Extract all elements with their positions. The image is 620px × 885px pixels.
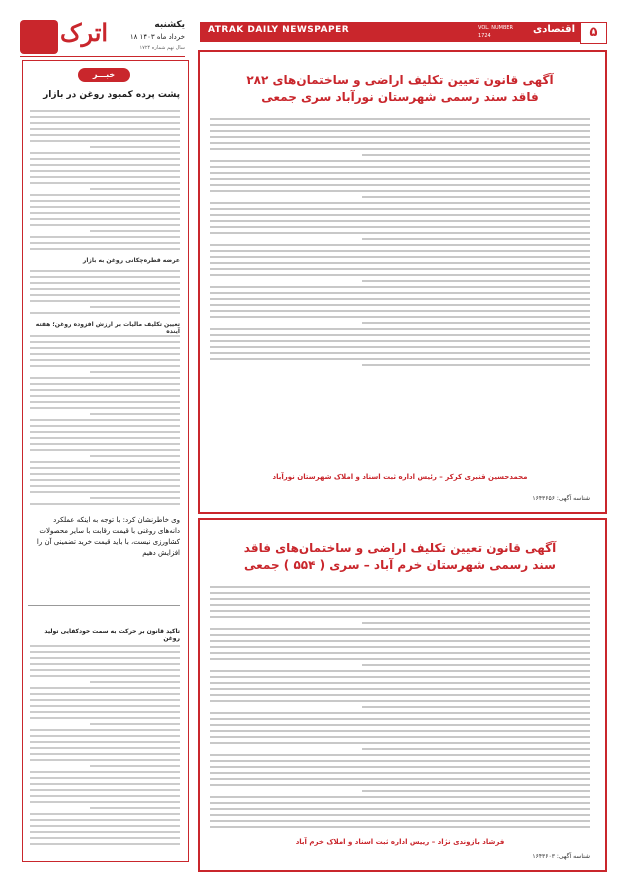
text-line (30, 831, 180, 833)
pull-quote: وی خاطرنشان کرد: با توجه به اینکه عملکرد دانه‌های روغنی با قیمت رقابت با سایر محصولات کشاورزی نیست، با باید قیمت خرید تضمینی آن را افزایش دهیم (36, 516, 180, 557)
text-line (30, 300, 180, 302)
text-line (210, 652, 590, 654)
section-label: اقتصادی (533, 24, 575, 35)
text-line (30, 383, 180, 385)
text-line (30, 341, 180, 343)
text-line (362, 364, 590, 366)
text-line (210, 118, 590, 120)
notice-title: ۲۸۲ آگهی قانون تعیین تکلیف اراضی و ساختمان‌های فاقد سند رسمی شهرستان نورآباد سری جمعی (246, 73, 554, 104)
text-line (30, 687, 180, 689)
text-line (30, 218, 180, 220)
text-line (210, 766, 590, 768)
text-line (210, 688, 590, 690)
text-line (30, 741, 180, 743)
text-line (362, 238, 590, 240)
text-line (362, 154, 590, 156)
text-line (30, 122, 180, 124)
text-line (210, 190, 590, 192)
text-line (30, 270, 180, 272)
text-line (30, 282, 180, 284)
text-line (362, 322, 590, 324)
text-line (210, 604, 590, 606)
text-line (30, 699, 180, 701)
text-line (210, 784, 590, 786)
text-line (210, 676, 590, 678)
text-line (210, 304, 590, 306)
text-line (210, 142, 590, 144)
text-line (30, 140, 180, 142)
masthead-date: ۱۸ خرداد ماه ۱۴۰۳ (129, 33, 185, 41)
text-line (30, 395, 180, 397)
text-line (210, 658, 590, 660)
text-line (90, 146, 180, 148)
notice-signature: محمدحسین قنبری کرکر – رئیس اداره ثبت اسناد و املاک شهرستان نورآباد (272, 473, 528, 481)
text-line (210, 646, 590, 648)
text-line (30, 134, 180, 136)
text-line (30, 431, 180, 433)
text-line (30, 645, 180, 647)
text-line (210, 160, 590, 162)
text-line (30, 771, 180, 773)
text-line (30, 116, 180, 118)
text-line (210, 274, 590, 276)
text-line (30, 365, 180, 367)
text-line (30, 491, 180, 493)
text-line (30, 425, 180, 427)
article-subheading: عرضه قطره‌چکانی روغن به بازار (82, 257, 180, 264)
text-line (30, 485, 180, 487)
text-line (30, 248, 180, 250)
text-line (210, 778, 590, 780)
notice-code: شناسه آگهی: ۱۶۴۳۶۵۶ (532, 495, 590, 502)
text-line (30, 705, 180, 707)
article-body (30, 645, 180, 845)
text-line (362, 622, 590, 624)
text-line (30, 825, 180, 827)
text-line (210, 166, 590, 168)
text-line (210, 334, 590, 336)
text-line (362, 748, 590, 750)
text-line (210, 214, 590, 216)
text-line (30, 819, 180, 821)
text-line (362, 664, 590, 666)
notice-signature: فرشاد بازوندی نژاد – رییس اداره ثبت اسناد و املاک خرم آباد (295, 838, 505, 846)
text-line (210, 802, 590, 804)
text-line (210, 610, 590, 612)
notice-body (210, 118, 590, 368)
text-line (30, 128, 180, 130)
logo-emblem (20, 20, 58, 54)
notice-body (210, 586, 590, 831)
text-line (210, 178, 590, 180)
text-line (30, 194, 180, 196)
text-line (30, 461, 180, 463)
text-line (210, 232, 590, 234)
article-subheading: تاکید قانون بر حرکت به سمت خودکفایی تولید روغن (44, 628, 180, 642)
text-line (90, 497, 180, 499)
paper-name: ATRAK DAILY NEWSPAPER (208, 25, 350, 35)
news-badge: خبـــر (78, 68, 130, 82)
text-line (30, 164, 180, 166)
text-line (210, 244, 590, 246)
text-line (210, 742, 590, 744)
article-body (30, 110, 180, 250)
text-line (210, 718, 590, 720)
text-line (30, 717, 180, 719)
text-line (90, 455, 180, 457)
volume-label: VOL. NUMBER 1724 (478, 25, 514, 39)
text-line (210, 340, 590, 342)
divider (20, 56, 185, 57)
text-line (90, 230, 180, 232)
text-line (30, 837, 180, 839)
text-line (210, 286, 590, 288)
text-line (90, 413, 180, 415)
text-line (210, 814, 590, 816)
text-line (210, 796, 590, 798)
text-line (30, 759, 180, 761)
text-line (210, 298, 590, 300)
text-line (30, 170, 180, 172)
article-body (30, 270, 180, 315)
text-line (210, 760, 590, 762)
masthead-issue: سال نهم شماره ۱۷۲۴ (139, 45, 185, 51)
article-title: پشت پرده کمبود روغن در بازار (43, 90, 180, 100)
text-line (30, 224, 180, 226)
text-line (30, 419, 180, 421)
text-line (30, 657, 180, 659)
text-line (210, 724, 590, 726)
text-line (30, 312, 180, 314)
divider (28, 605, 180, 606)
text-line (210, 202, 590, 204)
text-line (210, 712, 590, 714)
text-line (30, 288, 180, 290)
text-line (30, 795, 180, 797)
text-line (30, 353, 180, 355)
text-line (362, 280, 590, 282)
text-line (210, 184, 590, 186)
text-line (210, 820, 590, 822)
text-line (30, 110, 180, 112)
text-line (30, 437, 180, 439)
text-line (210, 256, 590, 258)
text-line (30, 663, 180, 665)
notice-code: شناسه آگهی: ۱۶۴۳۶۰۳ (532, 853, 590, 860)
text-line (30, 783, 180, 785)
text-line (362, 196, 590, 198)
text-line (30, 753, 180, 755)
text-line (90, 188, 180, 190)
text-line (362, 790, 590, 792)
text-line (30, 407, 180, 409)
text-line (362, 706, 590, 708)
text-line (30, 347, 180, 349)
text-line (210, 628, 590, 630)
text-line (210, 172, 590, 174)
text-line (210, 640, 590, 642)
text-line (210, 670, 590, 672)
text-line (210, 148, 590, 150)
text-line (30, 651, 180, 653)
text-line (30, 236, 180, 238)
text-line (30, 777, 180, 779)
text-line (210, 772, 590, 774)
text-line (210, 586, 590, 588)
text-line (30, 200, 180, 202)
text-line (210, 358, 590, 360)
text-line (210, 754, 590, 756)
text-line (210, 220, 590, 222)
text-line (30, 801, 180, 803)
text-line (210, 208, 590, 210)
text-line (30, 242, 180, 244)
text-line (210, 124, 590, 126)
text-line (210, 616, 590, 618)
text-line (30, 735, 180, 737)
text-line (210, 808, 590, 810)
text-line (30, 182, 180, 184)
text-line (210, 292, 590, 294)
text-line (30, 503, 180, 505)
text-line (30, 449, 180, 451)
text-line (210, 346, 590, 348)
text-line (30, 813, 180, 815)
text-line (30, 693, 180, 695)
text-line (30, 359, 180, 361)
text-line (90, 306, 180, 308)
masthead-day: یکشنبه (154, 20, 185, 30)
text-line (30, 158, 180, 160)
text-line (90, 681, 180, 683)
text-line (30, 729, 180, 731)
text-line (210, 130, 590, 132)
text-line (90, 723, 180, 725)
text-line (210, 226, 590, 228)
text-line (30, 401, 180, 403)
text-line (210, 592, 590, 594)
text-line (210, 694, 590, 696)
page-number: ۵ (580, 22, 607, 44)
text-line (90, 371, 180, 373)
text-line (30, 206, 180, 208)
text-line (210, 268, 590, 270)
text-line (30, 212, 180, 214)
text-line (210, 316, 590, 318)
text-line (90, 765, 180, 767)
text-line (30, 294, 180, 296)
text-line (30, 711, 180, 713)
text-line (210, 262, 590, 264)
text-line (30, 473, 180, 475)
text-line (210, 826, 590, 828)
text-line (30, 747, 180, 749)
text-line (30, 389, 180, 391)
text-line (210, 682, 590, 684)
text-line (210, 250, 590, 252)
text-line (210, 730, 590, 732)
text-line (30, 843, 180, 845)
text-line (210, 136, 590, 138)
text-line (30, 335, 180, 337)
text-line (210, 310, 590, 312)
text-line (210, 352, 590, 354)
article-subheading: تعیین تکلیف مالیات بر ارزش افزوده روغن؛ هفته آینده (35, 321, 180, 335)
text-line (30, 675, 180, 677)
text-line (30, 669, 180, 671)
text-line (30, 152, 180, 154)
article-body (30, 335, 180, 505)
logo-text: اترک (60, 18, 109, 47)
text-line (30, 479, 180, 481)
text-line (210, 634, 590, 636)
text-line (30, 789, 180, 791)
notice-title: آگهی قانون تعیین تکلیف اراضی و ساختمان‌های فاقد سند رسمی شهرستان خرم آباد – سری ( ۵۵۴ ) جمعی (243, 541, 557, 572)
text-line (30, 467, 180, 469)
text-line (210, 736, 590, 738)
text-line (90, 807, 180, 809)
text-line (30, 276, 180, 278)
text-line (210, 598, 590, 600)
text-line (210, 328, 590, 330)
text-line (30, 176, 180, 178)
text-line (210, 700, 590, 702)
text-line (30, 443, 180, 445)
text-line (30, 377, 180, 379)
